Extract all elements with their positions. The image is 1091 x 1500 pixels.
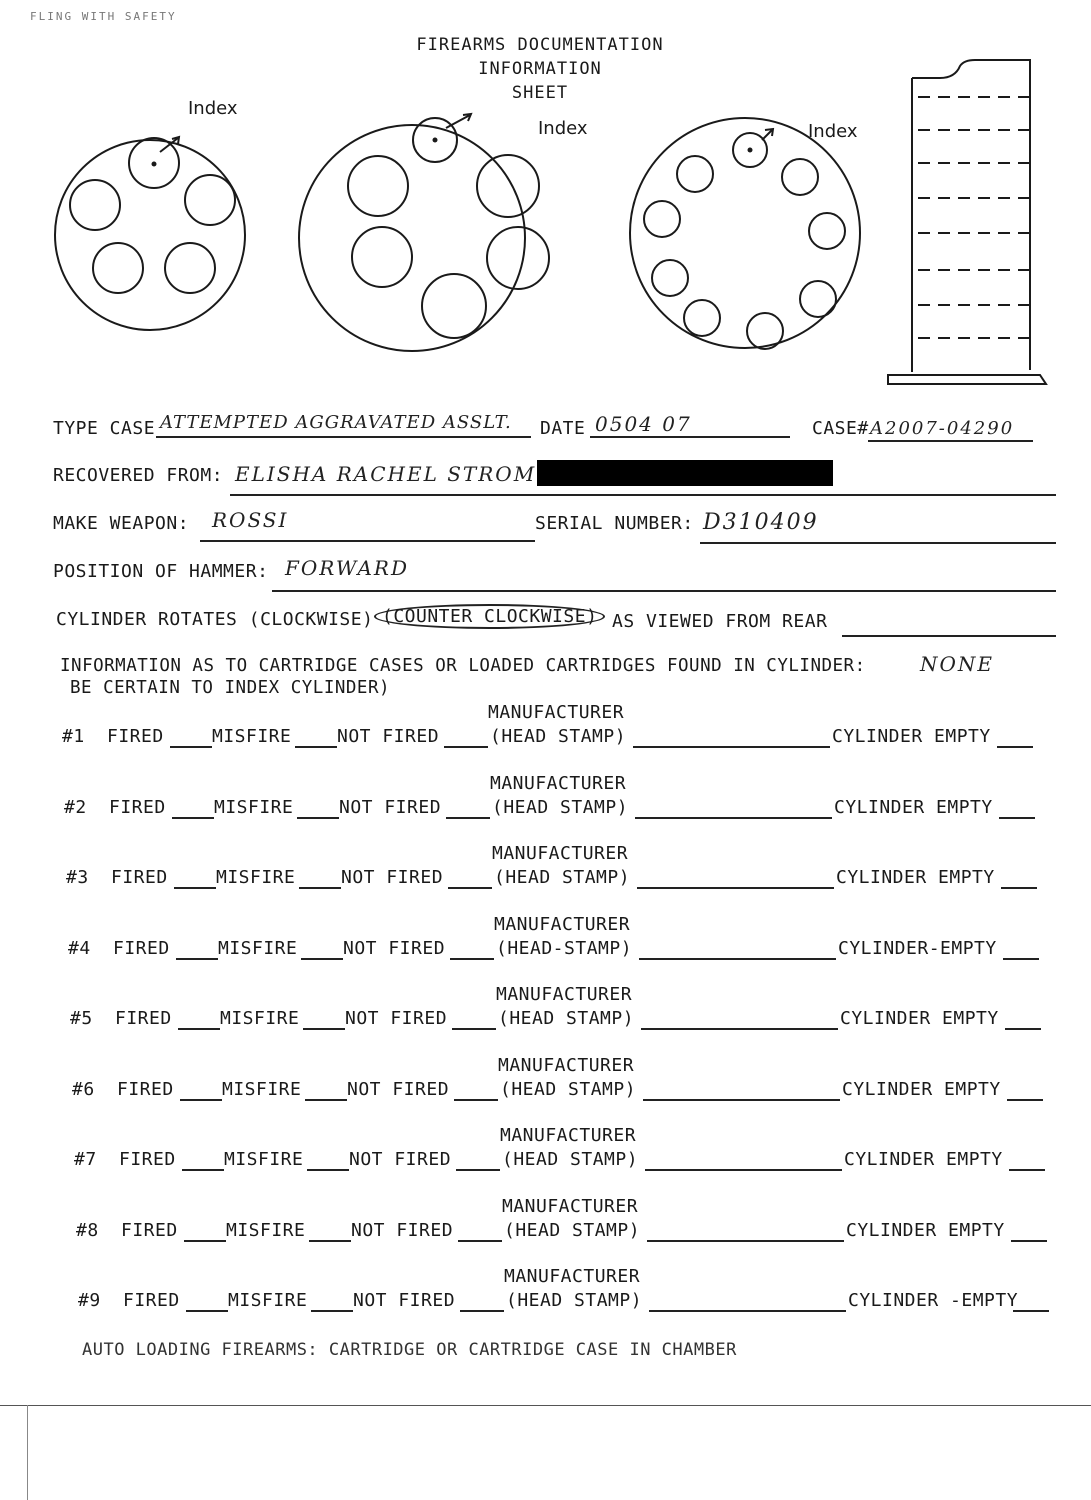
fill-in-line [645, 1169, 842, 1171]
misfire-label: MISFIRE [216, 867, 296, 888]
fill-in-line [647, 1240, 844, 1242]
fill-in-line [303, 1028, 345, 1030]
chamber [684, 300, 720, 336]
fill-in-line [1003, 958, 1039, 960]
fill-in-line [1005, 1028, 1041, 1030]
fired-label: FIRED [109, 796, 166, 818]
not-fired-label: NOT FIRED [351, 1219, 454, 1241]
misfire-label: MISFIRE [214, 796, 294, 818]
chamber [185, 175, 235, 225]
cylinder-8-shot [630, 118, 860, 348]
chamber [809, 213, 845, 249]
fired-label: FIRED [107, 726, 164, 747]
chamber [652, 260, 688, 296]
fired-label: FIRED [123, 1290, 180, 1311]
chamber [422, 274, 486, 338]
page-bottom-edge [0, 1405, 1091, 1406]
fill-in-line [176, 958, 218, 960]
chamber [800, 281, 836, 317]
head-stamp-label: (HEAD-STAMP) [496, 937, 633, 959]
fill-in-line [643, 1099, 840, 1101]
not-fired-label: NOT FIRED [339, 796, 442, 818]
page-left-edge [27, 1405, 28, 1500]
fill-in-line [174, 887, 216, 889]
not-fired-label: NOT FIRED [343, 937, 446, 959]
cylinder-empty-label: CYLINDER EMPTY [834, 796, 993, 818]
fill-in-line [997, 746, 1033, 748]
fill-in-line [184, 1240, 226, 1242]
chamber [677, 156, 713, 192]
fill-in-line [448, 887, 492, 889]
fill-in-line [182, 1169, 224, 1171]
index-label: Index [808, 121, 858, 142]
fill-in-line [641, 1028, 838, 1030]
head-stamp-label: (HEAD STAMP) [498, 1008, 635, 1029]
fill-in-line [999, 817, 1035, 819]
fill-in-line [301, 958, 343, 960]
cylinder-empty-label: CYLINDER EMPTY [842, 1078, 1001, 1100]
cylinder-5-shot [55, 140, 245, 330]
rotates-suffix: AS VIEWED FROM REAR [612, 611, 828, 632]
fired-label: FIRED [115, 1008, 172, 1029]
chamber [352, 227, 412, 287]
not-fired-label: NOT FIRED [337, 726, 440, 747]
head-stamp-label: (HEAD STAMP) [492, 796, 629, 818]
fill-in-line [633, 746, 830, 748]
make-weapon-value: ROSSI [212, 508, 289, 532]
misfire-label: MISFIRE [226, 1219, 306, 1241]
recovered-from-label: RECOVERED FROM: [53, 465, 224, 486]
row-number: #1 [62, 726, 85, 747]
fill-in-line [170, 746, 212, 748]
form-title-line2: INFORMATION [478, 59, 602, 79]
chamber [644, 201, 680, 237]
fill-in-line [635, 817, 832, 819]
chamber [93, 243, 143, 293]
fill-in-line [1011, 1240, 1047, 1242]
not-fired-label: NOT FIRED [349, 1149, 452, 1170]
info-value: NONE [920, 652, 994, 676]
fill-in-line [1009, 1169, 1045, 1171]
manufacturer-label: MANUFACTURER [490, 772, 627, 794]
fired-label: FIRED [113, 937, 170, 959]
index-label: Index [538, 118, 588, 139]
row-number: #3 [66, 867, 89, 888]
chamber [348, 156, 408, 216]
info-line1: INFORMATION AS TO CARTRIDGE CASES OR LOADED CARTRIDGES FOUND IN CYLINDER: [60, 656, 866, 676]
fill-in-line [1013, 1310, 1049, 1312]
fill-in-line [450, 958, 494, 960]
manufacturer-label: MANUFACTURER [488, 702, 625, 723]
fill-in-line [186, 1310, 228, 1312]
fired-label: FIRED [121, 1219, 178, 1241]
redaction-block [537, 460, 833, 486]
make-weapon-label: MAKE WEAPON: [53, 513, 190, 534]
fill-in-line [309, 1240, 351, 1242]
fill-in-line [299, 887, 341, 889]
type-case-value: ATTEMPTED AGGRAVATED ASSLT. [160, 412, 512, 433]
cylinder-diagrams [0, 0, 1091, 400]
form-title-line1: FIREARMS DOCUMENTATION [416, 35, 664, 55]
rotates-label: CYLINDER ROTATES (CLOCKWISE) [56, 609, 374, 630]
cylinder-empty-label: CYLINDER EMPTY [840, 1008, 999, 1029]
fill-in-line [305, 1099, 347, 1101]
misfire-label: MISFIRE [212, 726, 292, 747]
rotates-circled-option: (COUNTER CLOCKWISE) [374, 604, 605, 629]
head-stamp-label: (HEAD STAMP) [504, 1219, 641, 1241]
fill-in-line [456, 1169, 500, 1171]
top-left-fragment: FLING WITH SAFETY [30, 10, 177, 23]
chamber [747, 313, 783, 349]
form-title-line3: SHEET [511, 83, 569, 103]
hammer-position-value: FORWARD [285, 556, 409, 580]
row-number: #7 [74, 1149, 97, 1170]
recovered-from-value: ELISHA RACHEL STROM [235, 462, 537, 486]
misfire-label: MISFIRE [224, 1149, 304, 1170]
fired-label: FIRED [119, 1149, 176, 1170]
fill-in-line [311, 1310, 353, 1312]
manufacturer-label: MANUFACTURER [496, 984, 633, 1005]
head-stamp-label: (HEAD STAMP) [506, 1290, 643, 1311]
fill-in-line [444, 746, 488, 748]
fill-in-line [180, 1099, 222, 1101]
hammer-position-label: POSITION OF HAMMER: [53, 561, 269, 582]
fired-label: FIRED [111, 867, 168, 888]
chamber [165, 243, 215, 293]
fill-in-line [297, 817, 339, 819]
not-fired-label: NOT FIRED [347, 1078, 450, 1100]
manufacturer-label: MANUFACTURER [494, 913, 631, 935]
misfire-label: MISFIRE [228, 1290, 308, 1311]
fill-in-line [637, 887, 834, 889]
head-stamp-label: (HEAD STAMP) [494, 867, 631, 888]
fill-in-line [452, 1028, 496, 1030]
auto-loading-line: AUTO LOADING FIREARMS: CARTRIDGE OR CARTRIDGE CASE IN CHAMBER [82, 1340, 737, 1360]
date-value: 0504 07 [595, 412, 692, 436]
row-number: #9 [78, 1290, 101, 1311]
cylinder-empty-label: CYLINDER EMPTY [846, 1219, 1005, 1241]
type-case-label: TYPE CASE [53, 418, 156, 439]
fill-in-line [1007, 1099, 1043, 1101]
serial-number-label: SERIAL NUMBER: [535, 513, 694, 534]
fill-in-line [639, 958, 836, 960]
fill-in-line [178, 1028, 220, 1030]
fill-in-line [1001, 887, 1037, 889]
row-number: #4 [68, 937, 91, 959]
manufacturer-label: MANUFACTURER [492, 843, 629, 864]
cylinder-empty-label: CYLINDER-EMPTY [838, 937, 997, 959]
not-fired-label: NOT FIRED [345, 1008, 448, 1029]
fill-in-line [458, 1240, 502, 1242]
manufacturer-label: MANUFACTURER [500, 1125, 637, 1146]
row-number: #8 [76, 1219, 99, 1241]
fill-in-line [649, 1310, 846, 1312]
info-line2: BE CERTAIN TO INDEX CYLINDER) [70, 678, 391, 698]
fill-in-line [446, 817, 490, 819]
cylinder-empty-label: CYLINDER EMPTY [836, 867, 995, 888]
cylinder-empty-label: CYLINDER -EMPTY [848, 1290, 1019, 1311]
fill-in-line [307, 1169, 349, 1171]
misfire-label: MISFIRE [220, 1008, 300, 1029]
fill-in-line [454, 1099, 498, 1101]
manufacturer-label: MANUFACTURER [504, 1266, 641, 1287]
serial-number-value: D310409 [703, 510, 819, 535]
date-label: DATE [540, 418, 586, 439]
misfire-label: MISFIRE [222, 1078, 302, 1100]
manufacturer-label: MANUFACTURER [502, 1195, 639, 1217]
manufacturer-label: MANUFACTURER [498, 1054, 635, 1076]
chamber [477, 155, 539, 217]
fired-label: FIRED [117, 1078, 174, 1100]
cylinder-empty-label: CYLINDER EMPTY [832, 726, 991, 747]
head-stamp-label: (HEAD STAMP) [490, 726, 627, 747]
not-fired-label: NOT FIRED [353, 1290, 456, 1311]
chamber [70, 180, 120, 230]
row-number: #6 [72, 1078, 95, 1100]
head-stamp-label: (HEAD STAMP) [502, 1149, 639, 1170]
fill-in-line [172, 817, 214, 819]
misfire-label: MISFIRE [218, 937, 298, 959]
row-number: #2 [64, 796, 87, 818]
case-number-label: CASE# [812, 418, 869, 439]
cylinder-empty-label: CYLINDER EMPTY [844, 1149, 1003, 1170]
index-label: Index [188, 98, 238, 119]
not-fired-label: NOT FIRED [341, 867, 444, 888]
chamber [782, 159, 818, 195]
case-number-value: A2007-04290 [870, 418, 1015, 439]
fill-in-line [295, 746, 337, 748]
head-stamp-label: (HEAD STAMP) [500, 1078, 637, 1100]
fill-in-line [460, 1310, 504, 1312]
row-number: #5 [70, 1008, 93, 1029]
